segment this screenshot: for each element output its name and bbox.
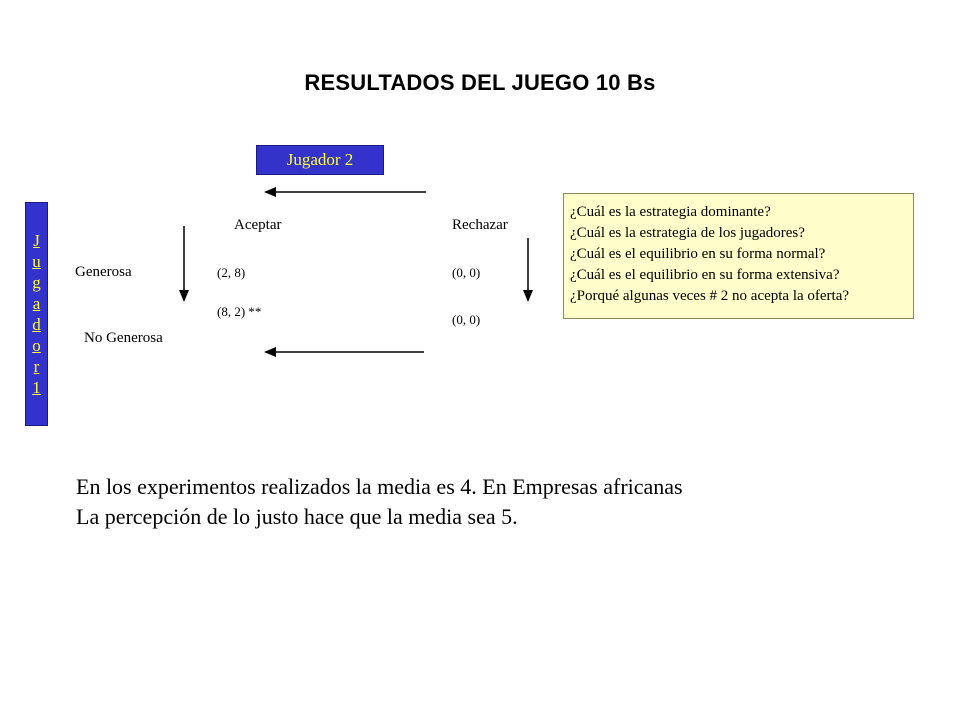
player-1-letter: d <box>32 315 41 334</box>
player-1-letter: o <box>32 336 41 355</box>
payoff-not-generous-accept: (8, 2) ** <box>217 304 262 319</box>
column-reject-label: Rechazar <box>452 217 508 233</box>
player-1-label-box <box>25 202 48 426</box>
payoff-generous-reject: (0, 0) <box>452 265 481 280</box>
conclusion-line: La percepción de lo justo hace que la media sea 5. <box>76 504 518 529</box>
row-not-generous-label: No Generosa <box>84 330 163 346</box>
questions-box <box>563 193 914 319</box>
player-1-letter: r <box>33 357 40 376</box>
player-2-label: Jugador 2 <box>286 150 354 169</box>
question-item: ¿Cuál es el equilibrio en su forma normal? <box>570 246 826 262</box>
question-item: ¿Porqué algunas veces # 2 no acepta la oferta? <box>570 288 850 304</box>
question-item: ¿Cuál es la estrategia de los jugadores? <box>570 225 805 241</box>
payoff-not-generous-reject: (0, 0) <box>452 312 481 327</box>
player-1-letter: 1 <box>32 378 41 397</box>
player-2-label-box <box>256 145 384 175</box>
player-1-letter: a <box>32 294 41 313</box>
column-accept-label: Aceptar <box>234 217 282 233</box>
page-title: RESULTADOS DEL JUEGO 10 Bs <box>304 70 656 95</box>
conclusion-text <box>76 472 683 532</box>
player-1-letter: g <box>32 273 41 292</box>
question-item: ¿Cuál es el equilibrio en su forma extensiva? <box>570 267 840 283</box>
row-generous-label: Generosa <box>75 264 132 280</box>
payoff-generous-accept: (2, 8) <box>217 265 246 280</box>
player-1-letter: J <box>33 231 40 250</box>
question-item: ¿Cuál es la estrategia dominante? <box>570 204 771 220</box>
player-1-letter: u <box>32 252 41 271</box>
conclusion-line: En los experimentos realizados la media es 4. En Empresas africanas <box>76 474 683 499</box>
